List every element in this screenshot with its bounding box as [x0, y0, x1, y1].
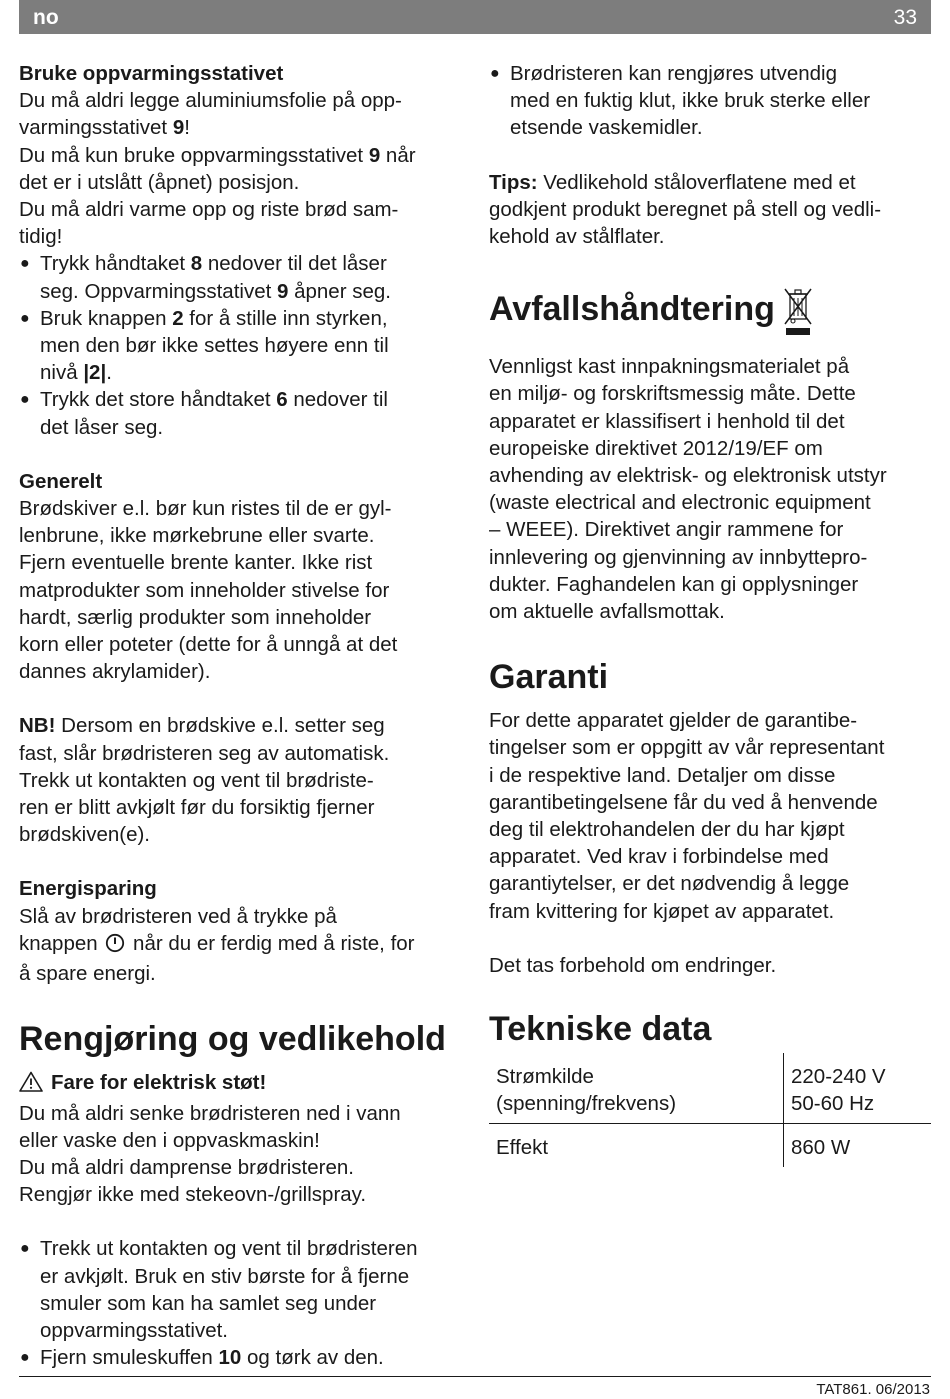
heading-tekniske-data: Tekniske data: [489, 1010, 712, 1049]
table-cell: Strømkilde (spenning/frekvens): [489, 1053, 784, 1124]
nb-label: NB!: [19, 714, 56, 738]
text-line: Slå av brødristeren ved å trykke på: [19, 904, 337, 928]
list-item: ● Trykk håndtaket 8 nedover til det låser seg. Oppvarmingsstativet 9 åpner seg.: [20, 252, 391, 303]
crossed-out-wheelie-bin-icon: [783, 286, 813, 345]
text-line: Du må aldri legge aluminiumsfolie på opp-: [19, 89, 402, 113]
bullet-icon: ●: [490, 65, 500, 82]
heading-garanti: Garanti: [489, 658, 609, 697]
text-line: Du må kun bruke oppvarmingsstativet 9 når: [19, 143, 416, 167]
list-item: ● Brødristeren kan rengjøres utvendig med en fuktig klut, ikke bruk sterke eller etsende vaskemidler.: [490, 62, 871, 140]
tips-label: Tips:: [489, 170, 538, 194]
table-row: [489, 1124, 931, 1168]
left-column: [19, 60, 464, 1371]
list-item: ● Trekk ut kontakten og vent til brødristeren er avkjølt. Bruk en stiv børste for å fjerne smuler som kan ha samlet seg under oppvarmingsstativet.: [20, 1237, 418, 1342]
bullet-icon: ●: [20, 309, 30, 327]
text-line: en miljø- og forskriftsmessig måte. Dette: [489, 382, 856, 406]
table-row: [489, 1053, 931, 1124]
right-column: [489, 60, 931, 1167]
text-line: Du må aldri damprense brødristeren.: [19, 1155, 354, 1179]
text-line: fram kvittering for kjøpet av apparatet.: [489, 899, 835, 923]
text-line: avhending av elektrisk- og elektronisk utstyr: [489, 464, 887, 488]
text-line: dukter. Faghandelen kan gi opplysninger: [489, 572, 859, 596]
text-line: Fjern eventuelle brente kanter. Ikke rist: [19, 551, 373, 575]
heading-stativ: Bruke oppvarmingsstativet: [19, 62, 284, 85]
footer-divider: [19, 1376, 931, 1377]
text-line: lenbrune, ikke mørkebrune eller svarte.: [19, 524, 375, 548]
text-line: apparatet. Ved krav i forbindelse med: [489, 845, 829, 869]
text-line: Vennligst kast innpakningsmaterialet på: [489, 355, 850, 379]
text-line: fast, slår brødristeren seg av automatisk.: [19, 741, 390, 765]
tips-paragraph: Tips: Vedlikehold ståloverflatene med et: [489, 170, 856, 194]
text-line: europeiske direktivet 2012/19/EF om: [489, 436, 823, 460]
text-line: varmingsstativet 9!: [19, 116, 190, 140]
footer-model-date: TAT861. 06/2013: [816, 1381, 930, 1398]
text-line: kehold av stålflater.: [489, 225, 665, 249]
text-line: godkjent produkt beregnet på stell og vedli-: [489, 197, 882, 221]
text-line: Brødskiver e.l. bør kun ristes til de er gyl-: [19, 497, 392, 521]
list-item: ● Trykk det store håndtaket 6 nedover til det låser seg.: [20, 388, 388, 439]
list-item: ● Fjern smuleskuffen 10 og tørk av den.: [19, 1344, 464, 1371]
list-item: ● Bruk knappen 2 for å stille inn styrken, men den bør ikke settes høyere enn til nivå |2|.: [20, 306, 389, 385]
text-line: Du må aldri senke brødristeren ned i vann: [19, 1101, 401, 1125]
page-header: [19, 0, 931, 34]
text-line: (waste electrical and electronic equipment: [489, 491, 871, 515]
bullet-icon: ●: [20, 255, 30, 273]
power-button-icon: [105, 933, 125, 960]
text-line: i de respektive land. Detaljer om disse: [489, 763, 836, 787]
text-line: Du må aldri varme opp og riste brød sam-: [19, 198, 399, 222]
text-line: knappen når du er ferdig med å riste, for: [19, 930, 464, 960]
language-code: no: [33, 6, 59, 29]
text-line: Rengjør ikke med stekeovn-/grillspray.: [19, 1183, 367, 1207]
text-line: tidig!: [19, 225, 63, 249]
heading-rengjoring: Rengjøring og vedlikehold: [19, 1020, 446, 1059]
bullet-icon: ●: [20, 1349, 30, 1367]
text-line: apparatet er klassifisert i henhold til det: [489, 409, 845, 433]
text-line: garantibetingelsene får du ved å henvende: [489, 790, 878, 814]
bullet-icon: ●: [20, 1240, 30, 1258]
table-cell: Effekt: [496, 1136, 549, 1160]
text-line: deg til elektrohandelen der du har kjøpt: [489, 818, 845, 842]
nb-paragraph: NB! Dersom en brødskive e.l. setter seg: [19, 714, 385, 738]
heading-avfall: Avfallshåndtering: [489, 286, 931, 345]
warning-title: Fare for elektrisk støt!: [19, 1069, 464, 1099]
text-line: garantiytelser, er det nødvendig å legge: [489, 872, 850, 896]
text-line: matprodukter som inneholder stivelse for: [19, 578, 390, 602]
table-cell: 220-240 V 50-60 Hz: [784, 1053, 932, 1124]
table-cell: 860 W: [784, 1124, 932, 1168]
text-line: dannes akrylamider).: [19, 660, 211, 684]
bullet-icon: ●: [20, 391, 30, 409]
text-line: å spare energi.: [19, 962, 156, 986]
page-number: 33: [893, 6, 917, 29]
text-line: om aktuelle avfallsmottak.: [489, 600, 725, 624]
text-line: tingelser som er oppgitt av vår representant: [489, 736, 885, 760]
disclaimer: Det tas forbehold om endringer.: [489, 953, 777, 977]
text-line: brødskiven(e).: [19, 823, 151, 847]
text-line: – WEEE). Direktivet angir rammene for: [489, 518, 844, 542]
text-line: det er i utslått (åpnet) posisjon.: [19, 170, 300, 194]
text-line: eller vaske den i oppvaskmaskin!: [19, 1128, 320, 1152]
heading-generelt: Generelt: [19, 469, 103, 493]
heading-energi: Energisparing: [19, 877, 157, 901]
text-line: Trekk ut kontakten og vent til brødriste-: [19, 768, 374, 792]
text-line: For dette apparatet gjelder de garantibe-: [489, 709, 858, 733]
text-line: ren er blitt avkjølt før du forsiktig fjerner: [19, 796, 375, 820]
text-line: innlevering og gjenvinning av innbyttepro-: [489, 545, 868, 569]
text-line: hardt, særlig produkter som inneholder: [19, 605, 372, 629]
text-line: korn eller poteter (dette for å unngå at det: [19, 633, 398, 657]
tech-data-table: [489, 1053, 931, 1167]
warning-triangle-icon: [19, 1071, 43, 1099]
